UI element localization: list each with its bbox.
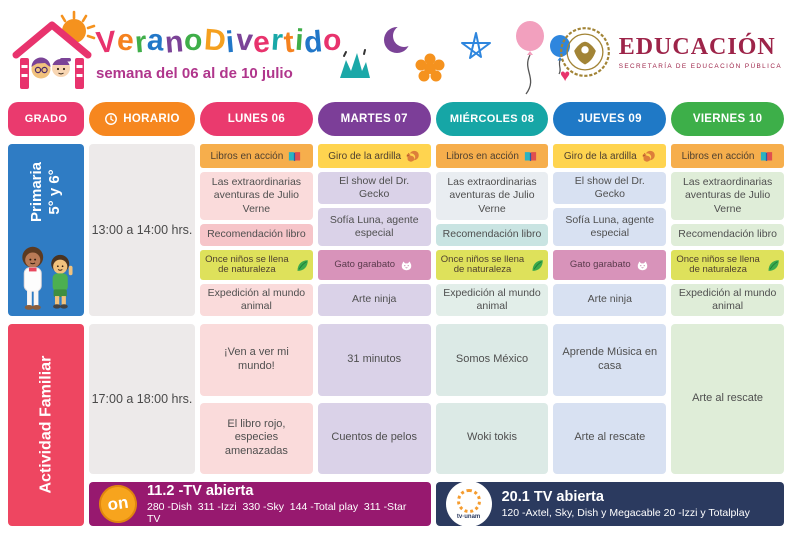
column-header-grado xyxy=(8,102,84,136)
broadcast-info-tvunam xyxy=(436,482,784,526)
squirrel-icon xyxy=(405,149,420,164)
horario-label: HORARIO xyxy=(123,113,180,125)
show-strip-label: Giro de la ardilla xyxy=(563,150,637,162)
day-column-martes xyxy=(318,144,431,316)
leaf-icon xyxy=(530,258,545,273)
educacion-wordmark: EDUCACIÓN xyxy=(618,34,776,60)
heart-icon: ♥ xyxy=(560,66,571,85)
column-header-martes xyxy=(318,102,431,136)
program-cell: Arte ninja xyxy=(553,284,666,316)
show-strip-label: Giro de la ardilla xyxy=(328,150,402,162)
program-cell: Expedición al mundo animal xyxy=(436,284,549,316)
program-cell: Somos México xyxy=(436,324,549,396)
day-label: MIÉRCOLES 08 xyxy=(449,113,535,125)
day-column-lunes xyxy=(200,144,313,316)
show-strip-label: Gato garabato xyxy=(569,258,631,270)
day-column-jueves-familiar xyxy=(553,324,666,474)
program-cell: Las extraordinarias aventuras de Julio Verne xyxy=(200,172,313,220)
column-header-viernes xyxy=(671,102,784,136)
program-cell: El show del Dr. Gecko xyxy=(318,172,431,204)
day-label: VIERNES 10 xyxy=(692,113,763,125)
show-strip xyxy=(553,250,666,280)
program-cell: Recomendación libro xyxy=(436,224,549,246)
verano-house-logo xyxy=(8,10,98,96)
grade-band-actividad-familiar xyxy=(8,324,84,526)
show-strip xyxy=(671,250,784,280)
day-label: JUEVES 09 xyxy=(577,113,642,125)
book-icon xyxy=(287,149,302,164)
program-cell: Recomendación libro xyxy=(671,224,784,246)
grade-label-primaria: Primaria 5° y 6° xyxy=(27,161,63,223)
show-strip-label: Libros en acción xyxy=(681,150,755,162)
tv-unam-sun-icon xyxy=(457,489,481,513)
day-column-jueves xyxy=(553,144,666,316)
program-cell: 31 minutos xyxy=(318,324,431,396)
educacion-logo xyxy=(559,26,782,78)
program-cell: Expedición al mundo animal xyxy=(671,284,784,316)
leaf-icon xyxy=(295,258,310,273)
page-title: VeranoDivertido xyxy=(94,23,345,60)
program-cell: Las extraordinarias aventuras de Julio Verne xyxy=(671,172,784,220)
grade-band-primaria xyxy=(8,144,84,316)
grado-label: GRADO xyxy=(24,113,68,125)
program-cell: Las extraordinarias aventuras de Julio Verne xyxy=(436,172,549,220)
day-column-viernes-familiar xyxy=(671,324,784,474)
sep-seal-icon xyxy=(559,26,611,78)
leaf-icon xyxy=(766,258,781,273)
show-strip-label: Once niños se llena de naturaleza xyxy=(676,253,760,275)
program-cell: Aprende Música en casa xyxy=(553,324,666,396)
day-label: LUNES 06 xyxy=(227,113,286,125)
time-slot-1300: 13:00 a 14:00 hrs. xyxy=(89,144,195,316)
star-icon xyxy=(456,30,496,70)
column-header-lunes xyxy=(200,102,313,136)
week-subtitle: semana del 06 al de 10 julio xyxy=(96,65,293,82)
show-strip-label: Libros en acción xyxy=(446,150,519,162)
cat-icon xyxy=(635,258,650,273)
day-column-viernes xyxy=(671,144,784,316)
show-strip xyxy=(200,250,313,280)
day-column-miercoles-familiar xyxy=(436,324,549,474)
program-cell: El show del Dr. Gecko xyxy=(553,172,666,204)
educacion-tagline: SECRETARÍA DE EDUCACIÓN PÚBLICA xyxy=(618,63,782,70)
channel-number: 11.2 -TV abierta xyxy=(147,483,254,500)
program-cell: Arte ninja xyxy=(318,284,431,316)
plant-icon xyxy=(336,48,374,84)
column-header-jueves xyxy=(553,102,666,136)
show-strip xyxy=(318,144,431,168)
day-column-miercoles xyxy=(436,144,549,316)
tv-unam-label: tv·unam xyxy=(456,513,481,520)
show-strip-label: Once niños se llena de naturaleza xyxy=(205,253,289,275)
show-strip xyxy=(436,250,549,280)
show-strip xyxy=(318,250,431,280)
program-cell: Arte al rescate xyxy=(671,324,784,474)
cat-icon xyxy=(399,258,414,273)
program-cell: Cuentos de pelos xyxy=(318,403,431,475)
show-strip-label: Once niños se llena de naturaleza xyxy=(440,253,525,275)
time-slot-1700: 17:00 a 18:00 hrs. xyxy=(89,324,195,474)
channel-number: 20.1 TV abierta xyxy=(501,489,604,506)
moon-icon xyxy=(382,24,414,56)
broadcast-info-once xyxy=(89,482,431,526)
kids-illustration xyxy=(8,240,84,316)
program-cell: Sofía Luna, agente especial xyxy=(553,208,666,246)
day-column-lunes-familiar xyxy=(200,324,313,474)
clock-icon xyxy=(104,112,118,126)
book-icon xyxy=(523,149,538,164)
program-cell: El libro rojo, especies amenazadas xyxy=(200,403,313,475)
providers-list: 120 -Axtel, Sky, Dish y Megacable 20 -Izzi y Totalplay xyxy=(501,506,750,519)
providers-list: 280 -Dish 311 -Izzi 330 -Sky 144 -Total play 311 -Star TV xyxy=(147,500,410,525)
page-header xyxy=(0,0,792,100)
show-strip xyxy=(436,144,549,168)
squirrel-icon xyxy=(641,149,656,164)
show-strip xyxy=(671,144,784,168)
day-column-martes-familiar xyxy=(318,324,431,474)
program-cell: Woki tokis xyxy=(436,403,549,475)
show-strip-label: Libros en acción xyxy=(210,150,284,162)
show-strip-label: Gato garabato xyxy=(334,258,396,270)
grade-label-familiar: Actividad Familiar xyxy=(37,356,55,494)
flower-icon xyxy=(414,52,446,84)
program-cell: Arte al rescate xyxy=(553,403,666,475)
schedule-grid xyxy=(8,102,784,526)
program-cell: Sofía Luna, agente especial xyxy=(318,208,431,246)
canal-once-logo: on xyxy=(97,483,140,526)
column-header-miercoles xyxy=(436,102,549,136)
show-strip xyxy=(200,144,313,168)
show-strip xyxy=(553,144,666,168)
tv-unam-logo xyxy=(446,481,492,527)
program-cell: Recomendación libro xyxy=(200,224,313,246)
program-cell: Expedición al mundo animal xyxy=(200,284,313,316)
column-header-horario xyxy=(89,102,195,136)
day-label: MARTES 07 xyxy=(340,113,408,125)
book-icon xyxy=(759,149,774,164)
program-cell: ¡Ven a ver mi mundo! xyxy=(200,324,313,396)
